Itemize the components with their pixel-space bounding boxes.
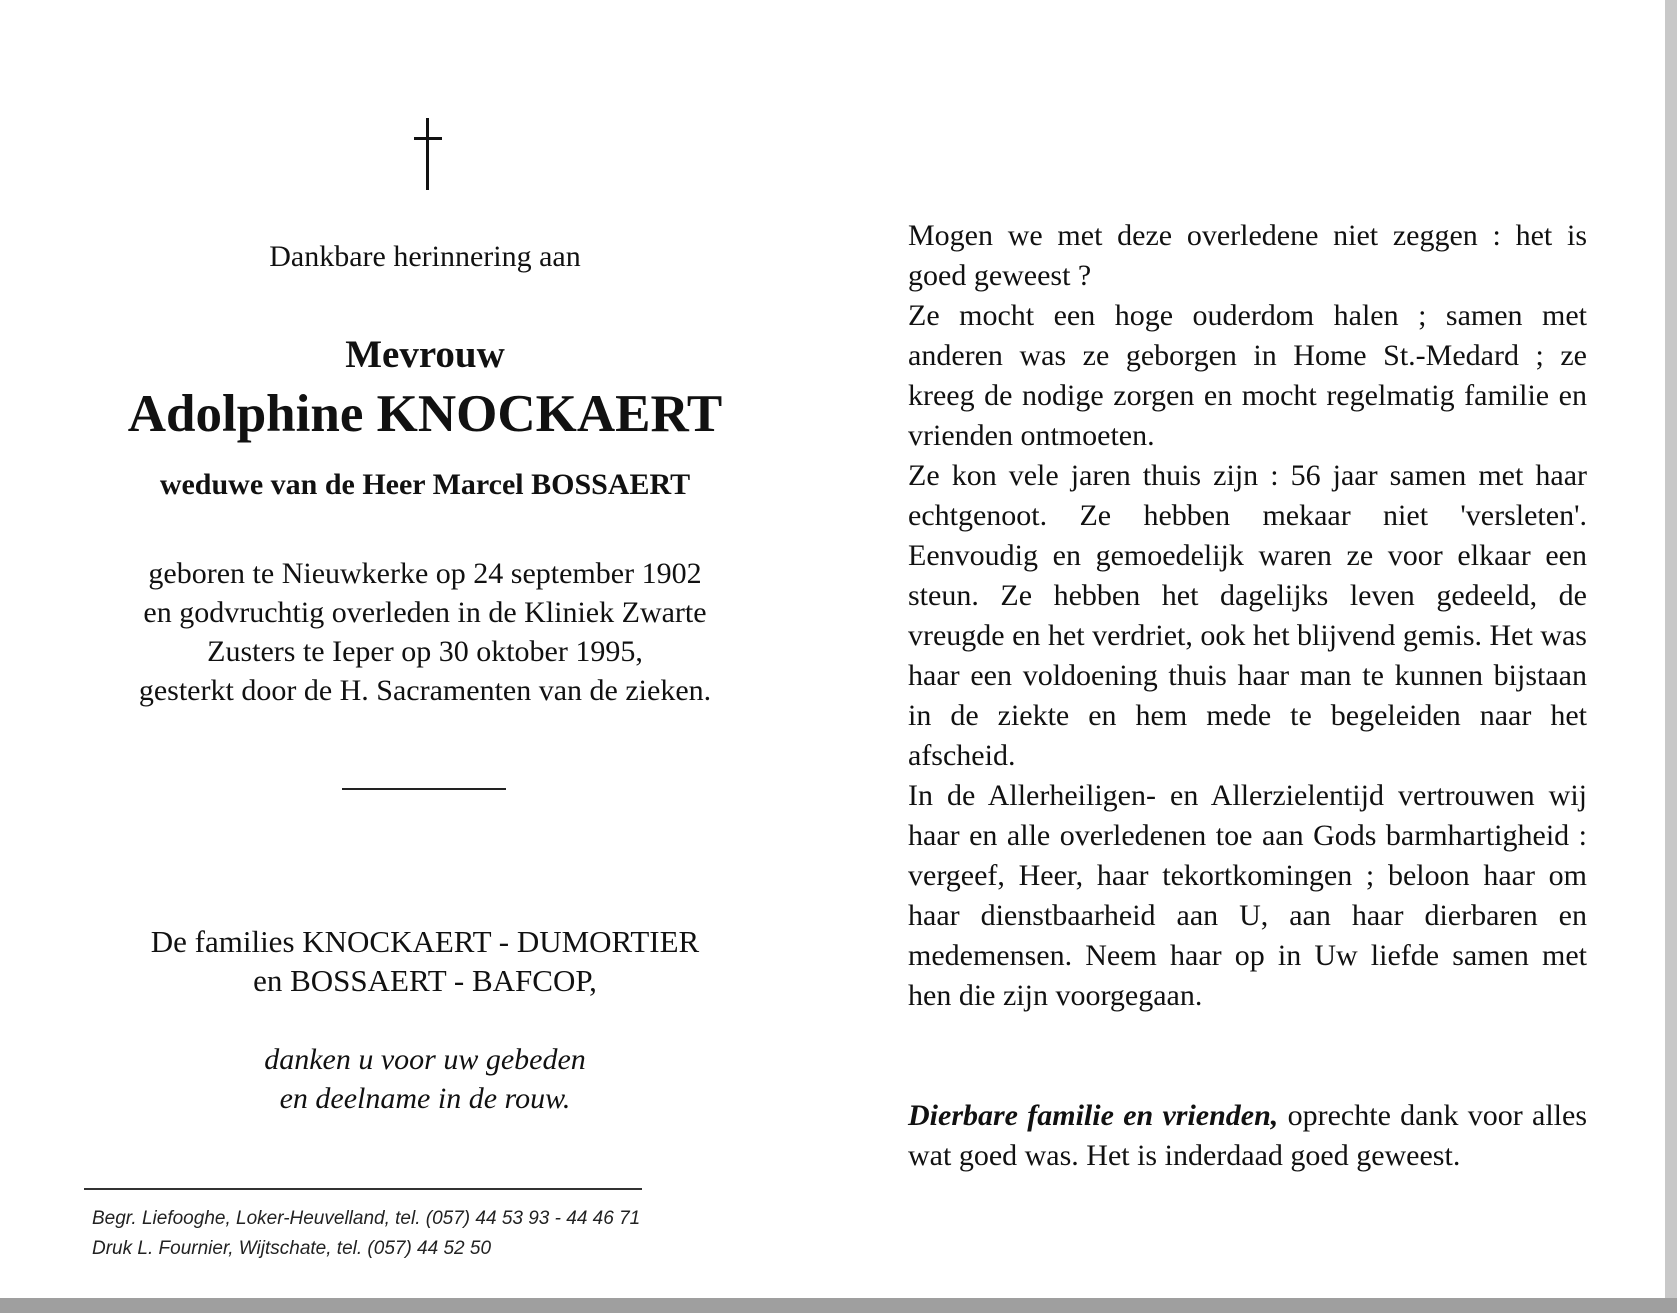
closing-thanks bbox=[908, 1096, 1587, 1176]
closing-rest: oprechte dank voor alles wat goed was. Het is inderdaad goed geweest. bbox=[908, 1099, 1588, 1172]
printer-credits bbox=[92, 1204, 640, 1264]
families-block bbox=[60, 922, 790, 1000]
birth-death-line: gesterkt door de H. Sacramenten van de zieken. bbox=[138, 674, 712, 707]
reflection-text bbox=[908, 216, 1587, 1016]
widow-line: weduwe van de Heer Marcel BOSSAERT bbox=[159, 468, 691, 501]
reflection-paragraph: Ze kon vele jaren thuis zijn : 56 jaar samen met haar echtgenoot. Ze hebben mekaar niet 'versleten'. Eenvoudig en gemoedelijk waren ze voor elkaar een steun. Ze hebben het dagelijks leven gedeeld, de vreugde en het verdriet, ook het blijvend gemis. Het was haar een voldoening thuis haar man te kunnen bijstaan in de ziekte en hem mede te begeleiden naar het afscheid. bbox=[908, 459, 1587, 772]
reflection-paragraph: Mogen we met deze overledene niet zeggen : het is goed geweest ? bbox=[908, 219, 1587, 292]
divider-line bbox=[342, 788, 506, 790]
intro-text: Dankbare herinnering aan bbox=[269, 240, 581, 273]
thanks-line: danken u voor uw gebeden bbox=[264, 1043, 586, 1076]
honorific-title: Mevrouw bbox=[345, 333, 505, 376]
closing-bold: Dierbare familie en vrienden, bbox=[908, 1099, 1279, 1132]
printer-divider bbox=[84, 1188, 642, 1190]
family-line: en BOSSAERT - BAFCOP, bbox=[253, 963, 597, 998]
birth-death-line: en godvruchtig overleden in de Kliniek Zwarte bbox=[143, 596, 707, 629]
scan-edge-bottom bbox=[0, 1298, 1677, 1313]
family-line: De families KNOCKAERT - DUMORTIER bbox=[150, 924, 700, 959]
reflection-paragraph: Ze mocht een hoge ouderdom halen ; samen met anderen was ze geborgen in Home St.-Medard ; ze kreeg de nodige zorgen en mocht regelmatig familie en vrienden ontmoeten. bbox=[908, 299, 1587, 452]
birth-death-block bbox=[60, 554, 790, 710]
scan-edge-right bbox=[1665, 0, 1677, 1313]
printer-line: Begr. Liefooghe, Loker-Heuvelland, tel. (057) 44 53 93 - 44 46 71 bbox=[92, 1208, 641, 1229]
thanks-block bbox=[60, 1040, 790, 1118]
thanks-line: en deelname in de rouw. bbox=[279, 1082, 571, 1115]
birth-death-line: Zusters te Ieper op 30 oktober 1995, bbox=[207, 635, 643, 668]
printer-line: Druk L. Fournier, Wijtschate, tel. (057) 44 52 50 bbox=[92, 1238, 492, 1259]
deceased-name: Adolphine KNOCKAERT bbox=[127, 385, 723, 443]
reflection-paragraph: In de Allerheiligen- en Allerzielentijd vertrouwen wij haar en alle overledenen toe aan Gods barmhartigheid : vergeef, Heer, haar tekortkomingen ; beloon haar om haar dienstbaarheid aan U, aan haar dierbaren en medemensen. Neem haar op in Uw liefde samen met hen die zijn voorgegaan. bbox=[908, 779, 1587, 1012]
birth-death-line: geboren te Nieuwkerke op 24 september 1902 bbox=[148, 557, 702, 590]
cross-icon bbox=[414, 118, 442, 190]
